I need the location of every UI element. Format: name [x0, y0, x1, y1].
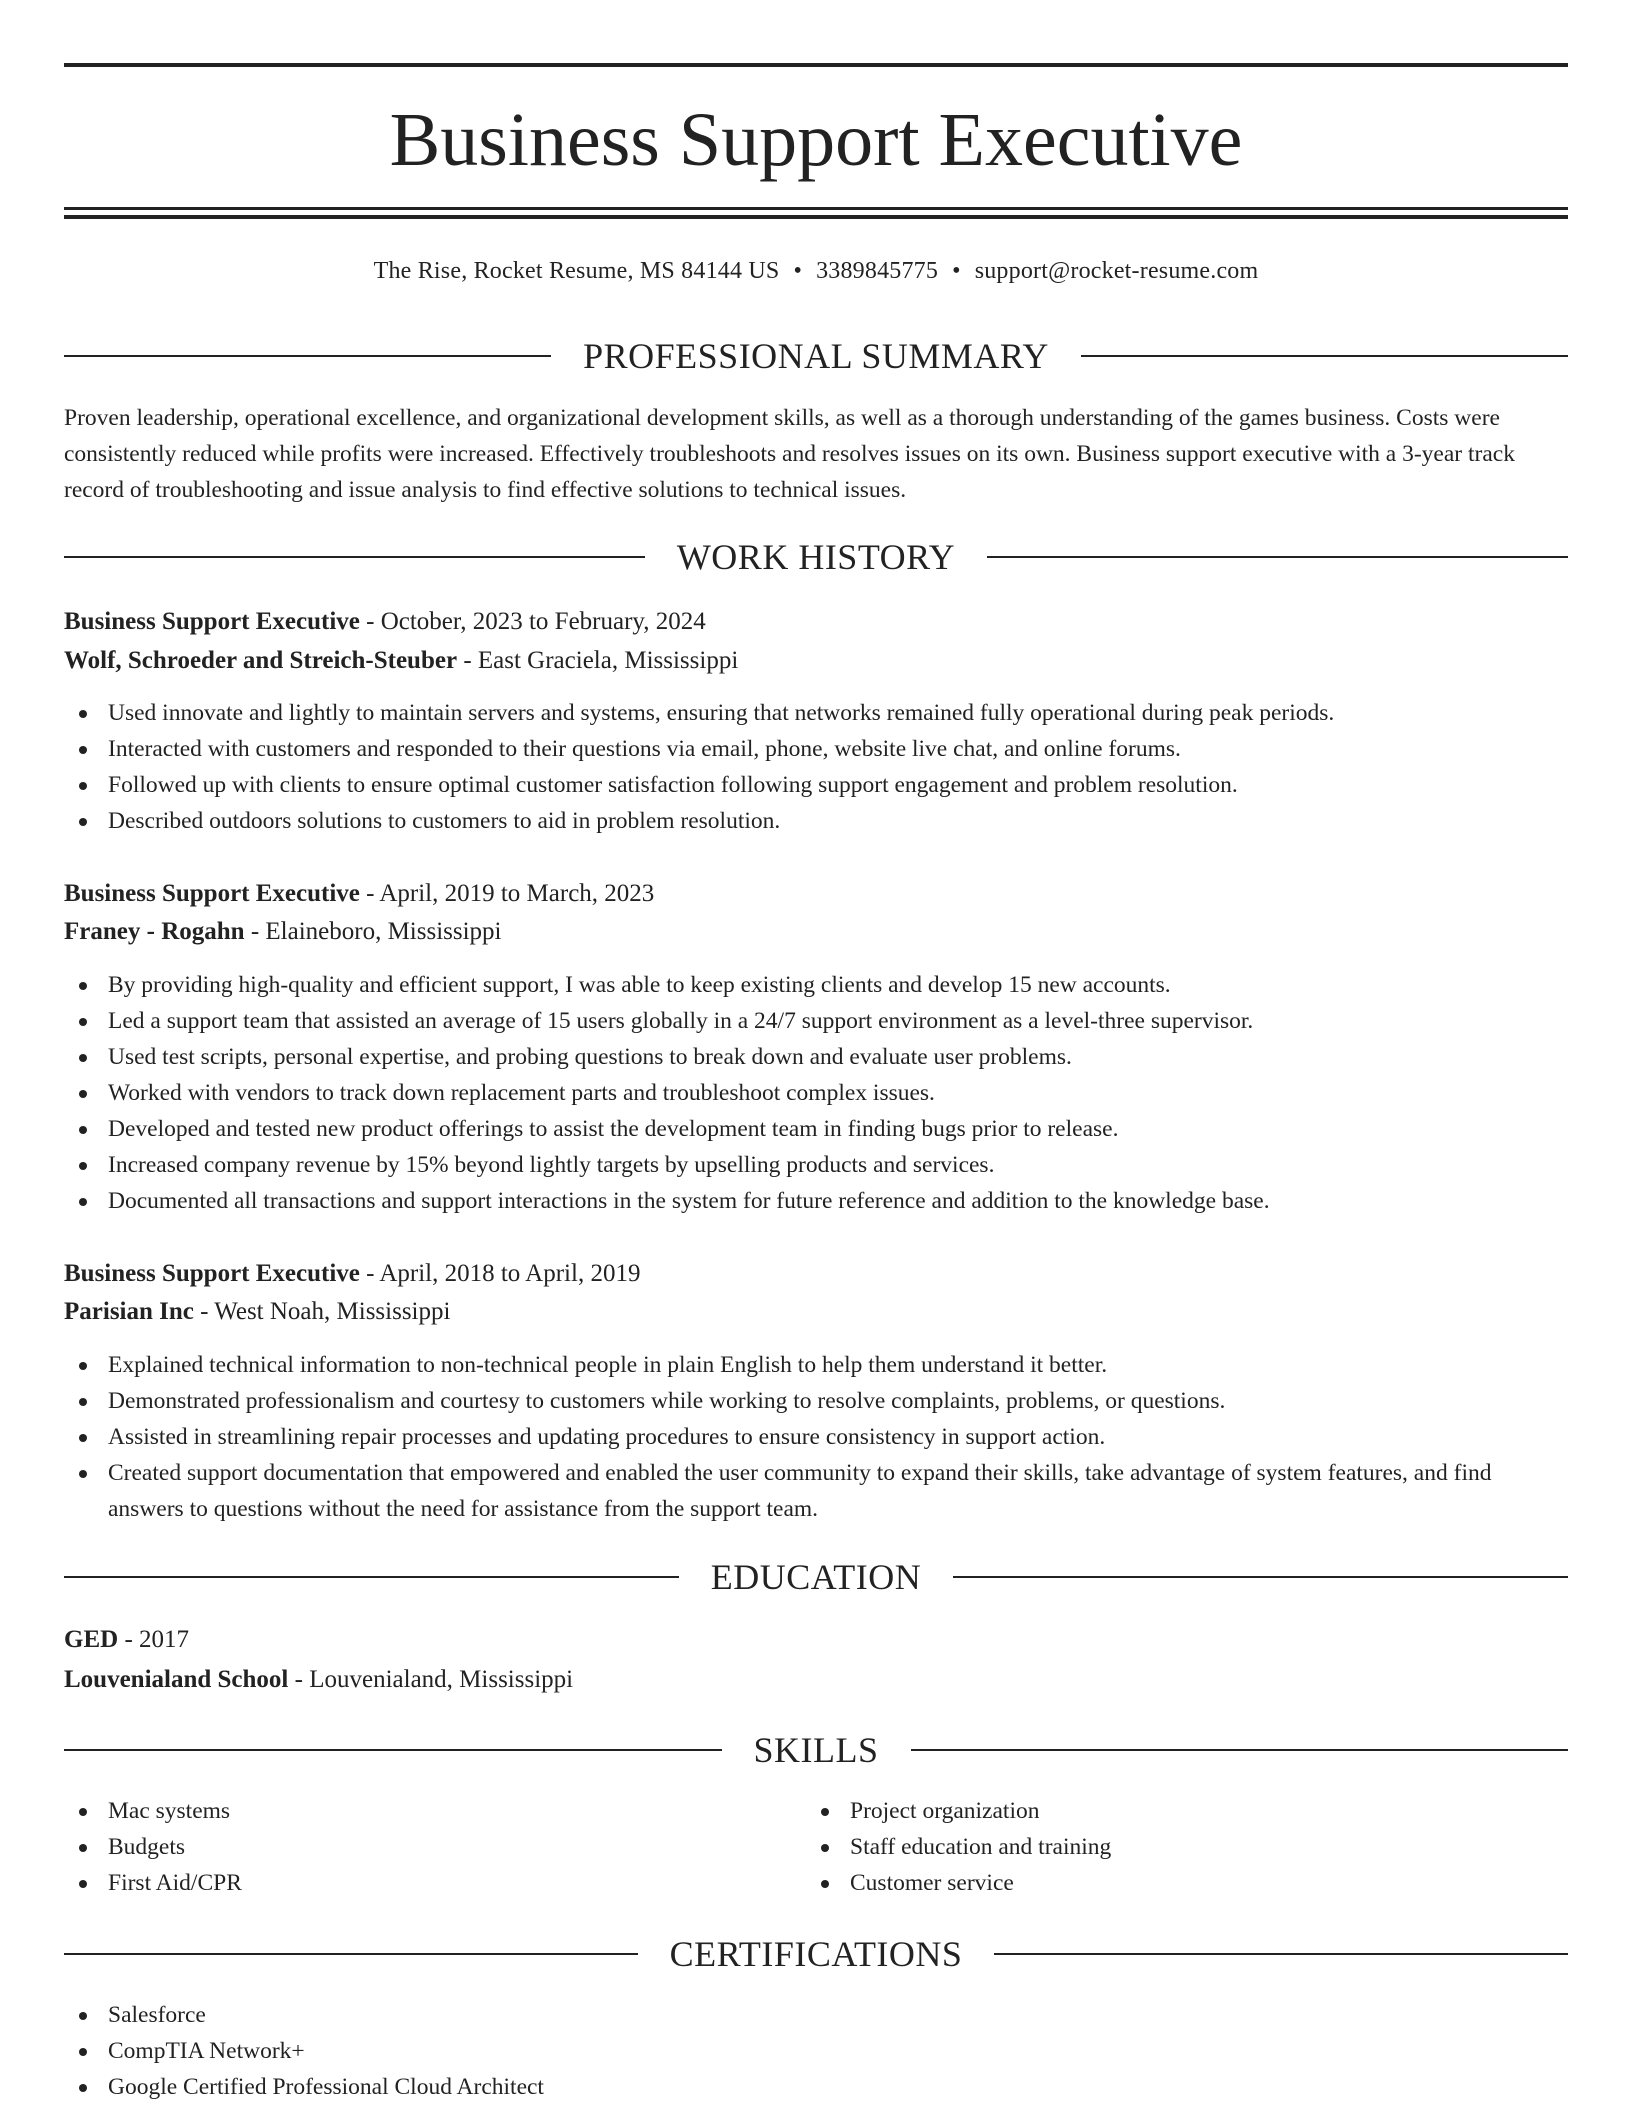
list-item: Led a support team that assisted an average of 15 users globally in a 24/7 support environment as a level-three supervisor. — [64, 1003, 1568, 1039]
job-location: - East Graciela, Mississippi — [457, 647, 739, 674]
education-year: - 2017 — [118, 1626, 190, 1653]
job-company-line — [64, 914, 1568, 950]
list-item: Google Certified Professional Cloud Architect — [64, 2069, 1568, 2105]
job-bullets — [64, 967, 1568, 1219]
section-heading-education — [64, 1555, 1568, 1599]
list-item: CompTIA Network+ — [64, 2033, 1568, 2069]
job-title: Business Support Executive — [64, 1260, 360, 1287]
header-rule-upper — [64, 207, 1568, 210]
job-bullets — [64, 1347, 1568, 1527]
list-item: Demonstrated professionalism and courtesy to customers while working to resolve complaints, problems, or questions. — [64, 1383, 1568, 1419]
heading-rule-right — [987, 556, 1568, 558]
list-item: Customer service — [806, 1865, 1546, 1901]
job-title-line — [64, 604, 1568, 640]
section-title: WORK HISTORY — [676, 537, 956, 577]
top-rule — [64, 63, 1568, 67]
list-item: Worked with vendors to track down replacement parts and troubleshoot complex issues. — [64, 1075, 1568, 1111]
contact-phone: 3389845775 — [816, 258, 939, 284]
heading-rule-right — [994, 1953, 1568, 1955]
contact-address: The Rise, Rocket Resume, MS 84144 US — [373, 258, 780, 284]
list-item: Used innovate and lightly to maintain servers and systems, ensuring that networks remained fully operational during peak periods. — [64, 695, 1568, 731]
header-rule-lower — [64, 215, 1568, 219]
list-item: By providing high-quality and efficient support, I was able to keep existing clients and develop 15 new accounts. — [64, 967, 1568, 1003]
contact-line — [64, 256, 1568, 286]
education-location: - Louvenialand, Mississippi — [288, 1666, 574, 1693]
job-company-line — [64, 643, 1568, 679]
job-title: Business Support Executive — [64, 608, 360, 635]
resume-title: Business Support Executive — [389, 98, 1243, 182]
skills-list-right — [806, 1793, 1546, 1901]
list-item: Interacted with customers and responded to their questions via email, phone, website live chat, and online forums. — [64, 731, 1568, 767]
list-item: Followed up with clients to ensure optimal customer satisfaction following support engagement and problem resolution. — [64, 767, 1568, 803]
section-title: PROFESSIONAL SUMMARY — [583, 336, 1049, 376]
summary-text: Proven leadership, operational excellence, and organizational development skills, as well as a thorough understanding of the games business. Costs were consistently reduced while profits were increased. Effectively troubleshoots and resolves issues on its own. Business support executive with a 3-year track record of troubleshooting and issue analysis to find effective solutions to technical issues. — [64, 405, 1515, 503]
job-dates: - April, 2019 to March, 2023 — [359, 880, 655, 907]
list-item: Assisted in streamlining repair processes and updating procedures to ensure consistency in support action. — [64, 1419, 1568, 1455]
contact-separator: • — [793, 258, 803, 284]
section-heading-skills — [64, 1728, 1568, 1772]
heading-rule-right — [1081, 355, 1568, 357]
job-dates: - April, 2018 to April, 2019 — [359, 1260, 641, 1287]
list-item: Increased company revenue by 15% beyond lightly targets by upselling products and services. — [64, 1147, 1568, 1183]
job-location: - Elaineboro, Mississippi — [244, 918, 502, 945]
list-item: Staff education and training — [806, 1829, 1546, 1865]
list-item: First Aid/CPR — [64, 1865, 804, 1901]
job-dates: - October, 2023 to February, 2024 — [359, 608, 706, 635]
job-bullets — [64, 695, 1568, 839]
heading-rule-left — [64, 1749, 722, 1751]
certifications-list — [64, 1997, 1568, 2105]
heading-rule-left — [64, 1953, 638, 1955]
section-title: CERTIFICATIONS — [669, 1934, 963, 1974]
education-degree-line — [64, 1622, 1568, 1658]
list-item: Explained technical information to non-technical people in plain English to help them understand it better. — [64, 1347, 1568, 1383]
job-company: Parisian Inc — [64, 1298, 194, 1325]
job-title-line — [64, 1256, 1568, 1292]
heading-rule-left — [64, 355, 551, 357]
section-heading-summary — [64, 334, 1568, 378]
education-school-line — [64, 1662, 1568, 1698]
section-title: SKILLS — [753, 1730, 879, 1770]
list-item: Created support documentation that empowered and enabled the user community to expand their skills, take advantage of system features, and find answers to questions without the need for assistance from the support team. — [64, 1455, 1568, 1527]
job-title-line — [64, 876, 1568, 912]
education-school: Louvenialand School — [64, 1666, 289, 1693]
contact-email: support@rocket-resume.com — [974, 258, 1259, 284]
heading-rule-right — [953, 1576, 1568, 1578]
list-item: Salesforce — [64, 1997, 1568, 2033]
education-degree: GED — [64, 1626, 119, 1653]
job-company: Franey - Rogahn — [64, 918, 245, 945]
section-heading-work — [64, 535, 1568, 579]
heading-rule-right — [911, 1749, 1569, 1751]
list-item: Mac systems — [64, 1793, 804, 1829]
list-item: Documented all transactions and support interactions in the system for future reference and addition to the knowledge base. — [64, 1183, 1568, 1219]
list-item: Used test scripts, personal expertise, and probing questions to break down and evaluate user problems. — [64, 1039, 1568, 1075]
job-company: Wolf, Schroeder and Streich-Steuber — [64, 647, 458, 674]
job-title: Business Support Executive — [64, 880, 360, 907]
section-heading-certifications — [64, 1932, 1568, 1976]
heading-rule-left — [64, 556, 645, 558]
job-location: - West Noah, Mississippi — [193, 1298, 451, 1325]
section-title: EDUCATION — [710, 1557, 922, 1597]
list-item: Project organization — [806, 1793, 1546, 1829]
list-item: Developed and tested new product offerings to assist the development team in finding bugs prior to release. — [64, 1111, 1568, 1147]
skills-list-left — [64, 1793, 804, 1901]
list-item: Budgets — [64, 1829, 804, 1865]
contact-separator: • — [952, 258, 961, 284]
job-company-line — [64, 1294, 1568, 1330]
list-item: Described outdoors solutions to customers to aid in problem resolution. — [64, 803, 1568, 839]
heading-rule-left — [64, 1576, 679, 1578]
